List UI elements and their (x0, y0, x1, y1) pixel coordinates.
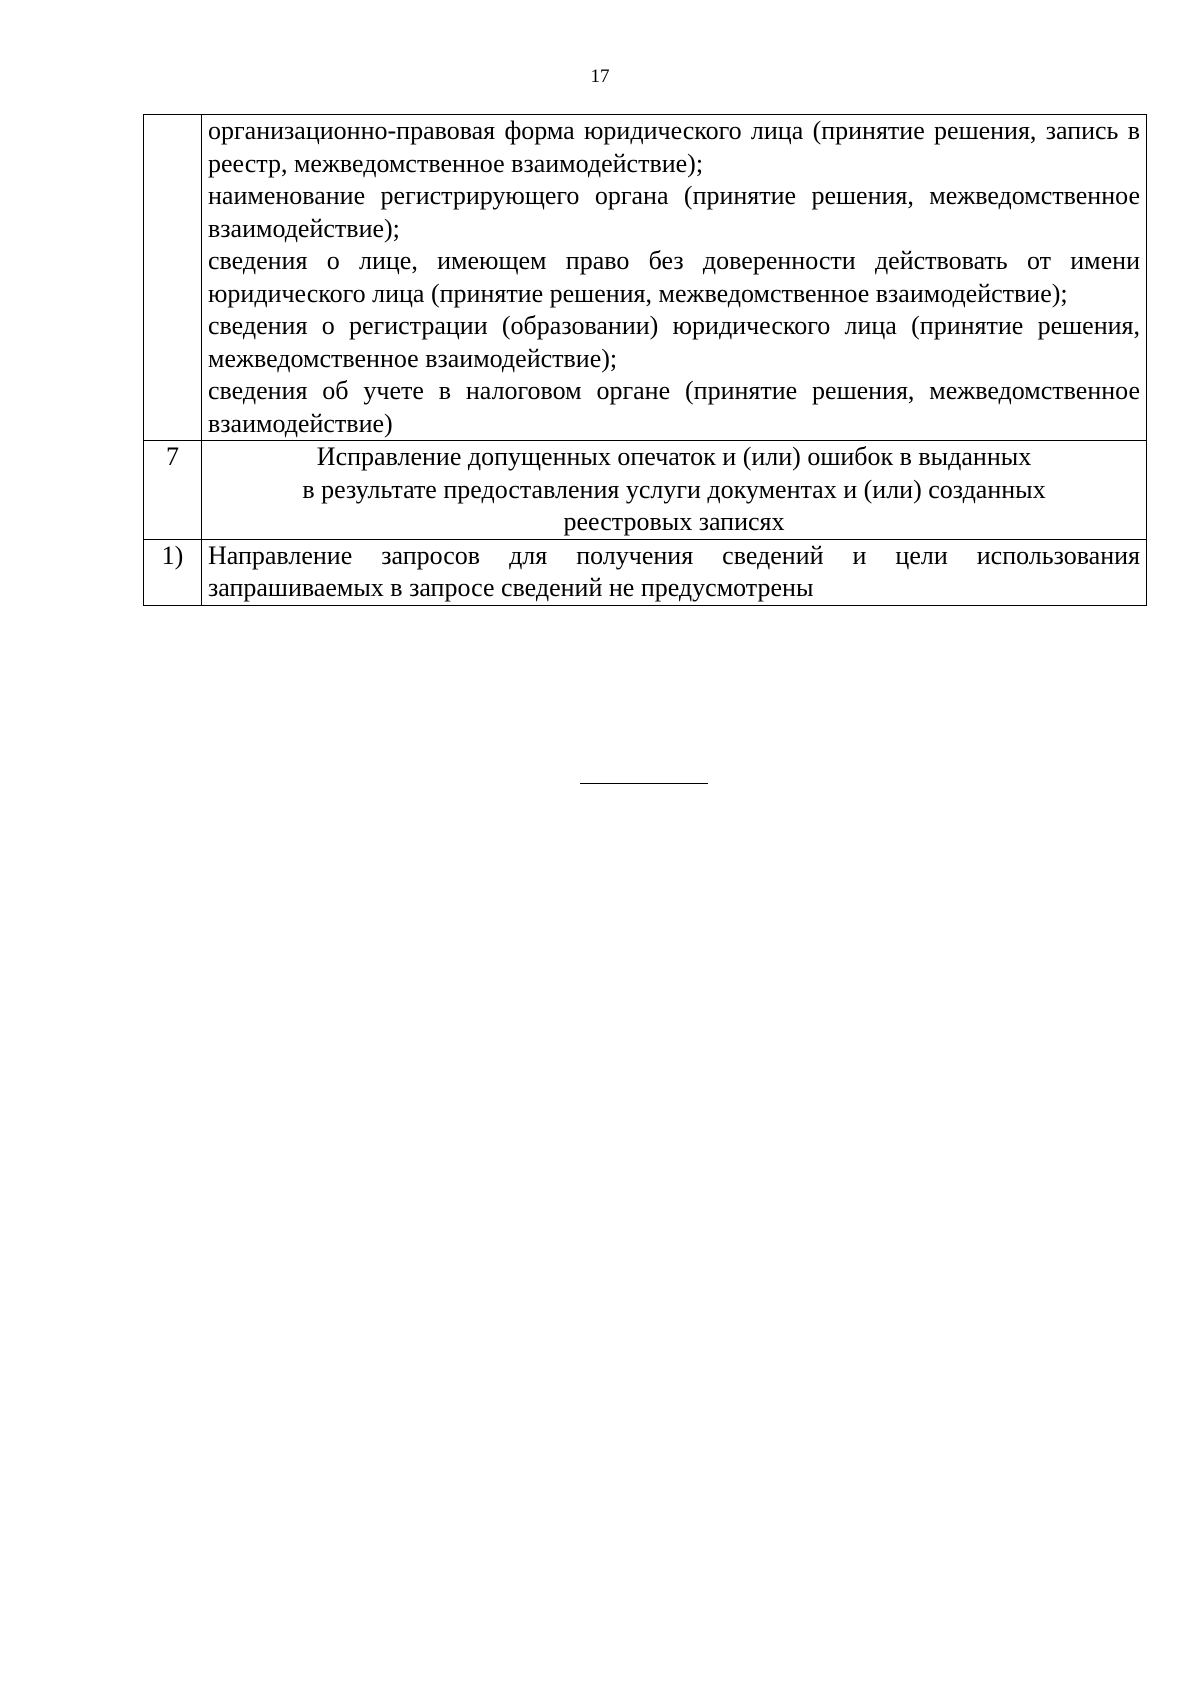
table-row (144, 441, 1147, 540)
section-heading-line: реестровых записях (563, 507, 785, 536)
list-item: Направление запросов для получения сведений и цели использования запрашиваемых в запросе сведений не предусмотрены (208, 540, 1140, 602)
list-item: организационно-правовая форма юридического лица (принятие решения, запись в реестр, межведомственное взаимодействие); (208, 116, 1140, 178)
list-item: наименование регистрирующего органа (принятие решения, межведомственное взаимодействие); (208, 181, 1140, 243)
table-row (144, 115, 1147, 441)
list-item: сведения о регистрации (образовании) юридического лица (принятие решения, межведомственное взаимодействие); (208, 311, 1140, 373)
list-item: сведения о лице, имеющем право без доверенности действовать от имени юридического лица (принятие решения, межведомственное взаимодействие); (208, 246, 1140, 308)
services-table (143, 114, 1147, 606)
table-row (144, 539, 1147, 605)
section-heading-cell (202, 441, 1147, 540)
section-heading-line: Исправление допущенных опечаток и (или) ошибок в выданных (316, 442, 1032, 471)
row-content-cell (202, 539, 1147, 605)
row-number-cell: 1) (144, 539, 202, 605)
closing-divider (580, 783, 708, 784)
row-content-cell (202, 115, 1147, 441)
list-item: сведения об учете в налоговом органе (принятие решения, межведомственное взаимодействие) (208, 376, 1140, 438)
page-number: 17 (590, 66, 610, 87)
section-heading-line: в результате предоставления услуги документах и (или) созданных (302, 474, 1046, 504)
row-number-cell: 7 (144, 441, 202, 540)
row-number-cell (144, 115, 202, 441)
